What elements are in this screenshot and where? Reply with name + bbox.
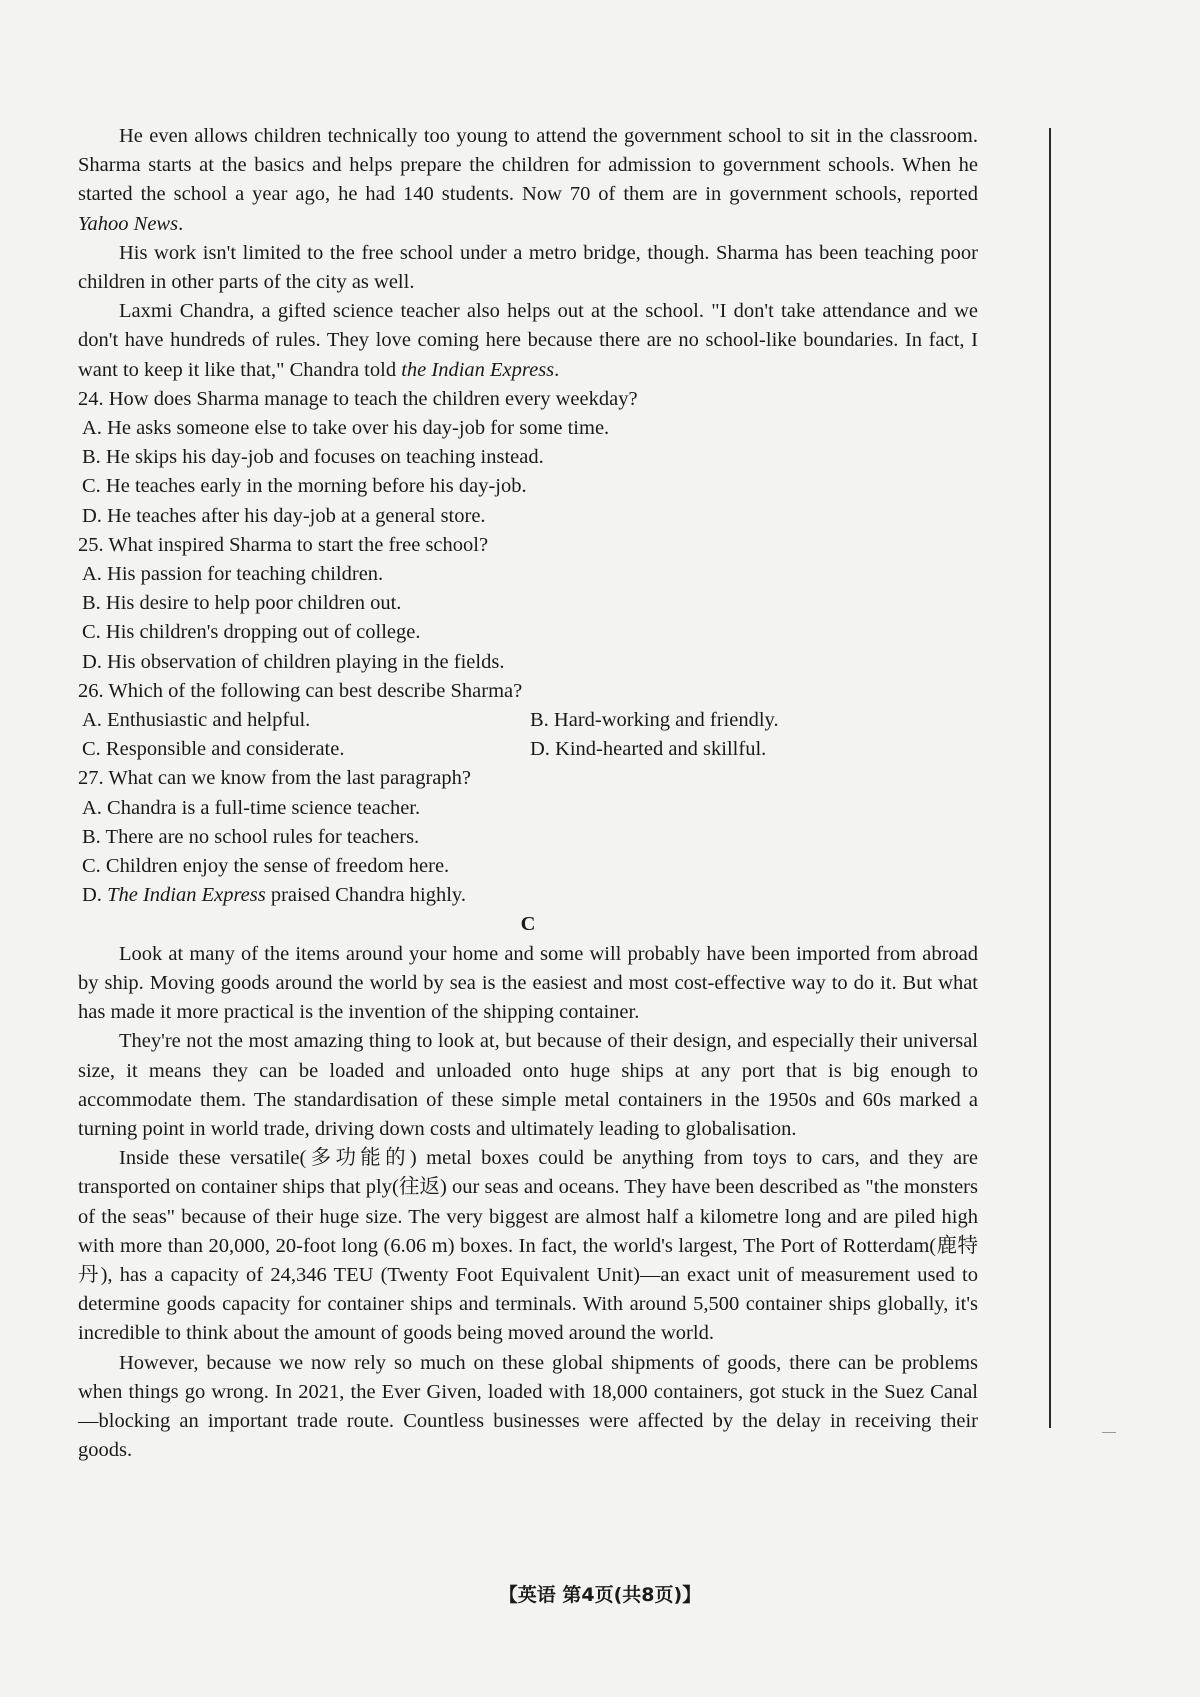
option-a: A. Enthusiastic and helpful.: [82, 709, 311, 732]
option-c: C. His children's dropping out of college.: [82, 621, 421, 644]
question-25: [78, 531, 978, 677]
option-d: D. The Indian Express praised Chandra highly.: [82, 884, 466, 907]
page-footer: 【英语 第4页(共8页)】: [498, 1584, 702, 1606]
option-b: B. Hard-working and friendly.: [530, 709, 779, 732]
exam-page: [78, 122, 978, 1465]
option-c: C. Responsible and considerate.: [82, 738, 345, 761]
margin-mark: [1102, 1432, 1116, 1433]
option-c: C. He teaches early in the morning before his day-job.: [82, 475, 527, 498]
question-stem: 25. What inspired Sharma to start the free school?: [78, 533, 489, 556]
option-a: A. Chandra is a full-time science teacher.: [82, 796, 421, 819]
passage-b-paragraph-3: Laxmi Chandra, a gifted science teacher also helps out at the school. "I don't take attendance and we don't have hundreds of rules. They love coming here because there are no school-like boundaries. In fact, I want to keep it like that," Chandra told the Indian Express.: [78, 300, 978, 381]
question-27: [78, 764, 978, 910]
question-stem: 24. How does Sharma manage to teach the children every weekday?: [78, 387, 638, 410]
option-b: B. His desire to help poor children out.: [82, 592, 402, 615]
option-a: A. His passion for teaching children.: [82, 563, 384, 586]
passage-c-paragraph-1: Look at many of the items around your home and some will probably have been imported from abroad by ship. Moving goods around the world by sea is the easiest and most cost-effective way to do it. But what has made it more practical is the invention of the shipping container.: [78, 942, 978, 1024]
question-stem: 27. What can we know from the last paragraph?: [78, 767, 471, 790]
option-d: D. His observation of children playing in the fields.: [82, 650, 505, 673]
question-24: [78, 385, 978, 531]
question-26: [78, 677, 978, 765]
option-row-ab: [82, 706, 978, 735]
passage-c-paragraph-3: Inside these versatile(多功能的) metal boxes could be anything from toys to cars, and they are transported on container ships that ply(往返) our seas and oceans. They have been described as "the monsters of the seas" because of their huge size. The very biggest are almost half a kilometre long and are piled high with more than 20,000, 20-foot long (6.06 m) boxes. In fact, the world's largest, The Port of Rotterdam(鹿特丹), has a capacity of 24,346 TEU (Twenty Foot Equivalent Unit)—an exact unit of measurement used to determine goods capacity for container ships and terminals. With around 5,500 container ships globally, it's incredible to think about the amount of goods being moved around the world.: [78, 1147, 978, 1345]
option-d: D. Kind-hearted and skillful.: [530, 738, 767, 761]
question-stem: 26. Which of the following can best describe Sharma?: [78, 679, 523, 702]
column-divider-line: [1049, 128, 1051, 1428]
section-c-heading: C: [520, 913, 536, 936]
passage-c-paragraph-4: However, because we now rely so much on these global shipments of goods, there can be problems when things go wrong. In 2021, the Ever Given, loaded with 18,000 containers, got stuck in the Suez Canal—blocking an important trade route. Countless businesses were affected by the delay in receiving their goods.: [78, 1351, 978, 1462]
source-indian-express: the Indian Express: [401, 358, 555, 381]
passage-b-paragraph-1: He even allows children technically too young to attend the government school to sit in the classroom. Sharma starts at the basics and helps prepare the children for admission to government schools. When he started the school a year ago, he had 140 students. Now 70 of them are in government schools, reported Yahoo News.: [78, 125, 978, 235]
option-row-cd: [82, 735, 978, 764]
option-a: A. He asks someone else to take over his day-job for some time.: [82, 417, 610, 440]
option-b: B. He skips his day-job and focuses on teaching instead.: [82, 446, 544, 469]
passage-b-paragraph-2: His work isn't limited to the free school under a metro bridge, though. Sharma has been teaching poor children in other parts of the city as well.: [78, 241, 978, 294]
source-yahoo-news: Yahoo News: [78, 212, 179, 235]
passage-c-paragraph-2: They're not the most amazing thing to look at, but because of their design, and especially their universal size, it means they can be loaded and unloaded onto huge ships at any port that is big enough to accommodate them. The standardisation of these simple metal containers in the 1950s and 60s marked a turning point in world trade, driving down costs and ultimately leading to globalisation.: [78, 1030, 978, 1140]
option-d: D. He teaches after his day-job at a general store.: [82, 504, 486, 527]
option-c: C. Children enjoy the sense of freedom here.: [82, 855, 450, 878]
option-b: B. There are no school rules for teachers.: [82, 825, 420, 848]
